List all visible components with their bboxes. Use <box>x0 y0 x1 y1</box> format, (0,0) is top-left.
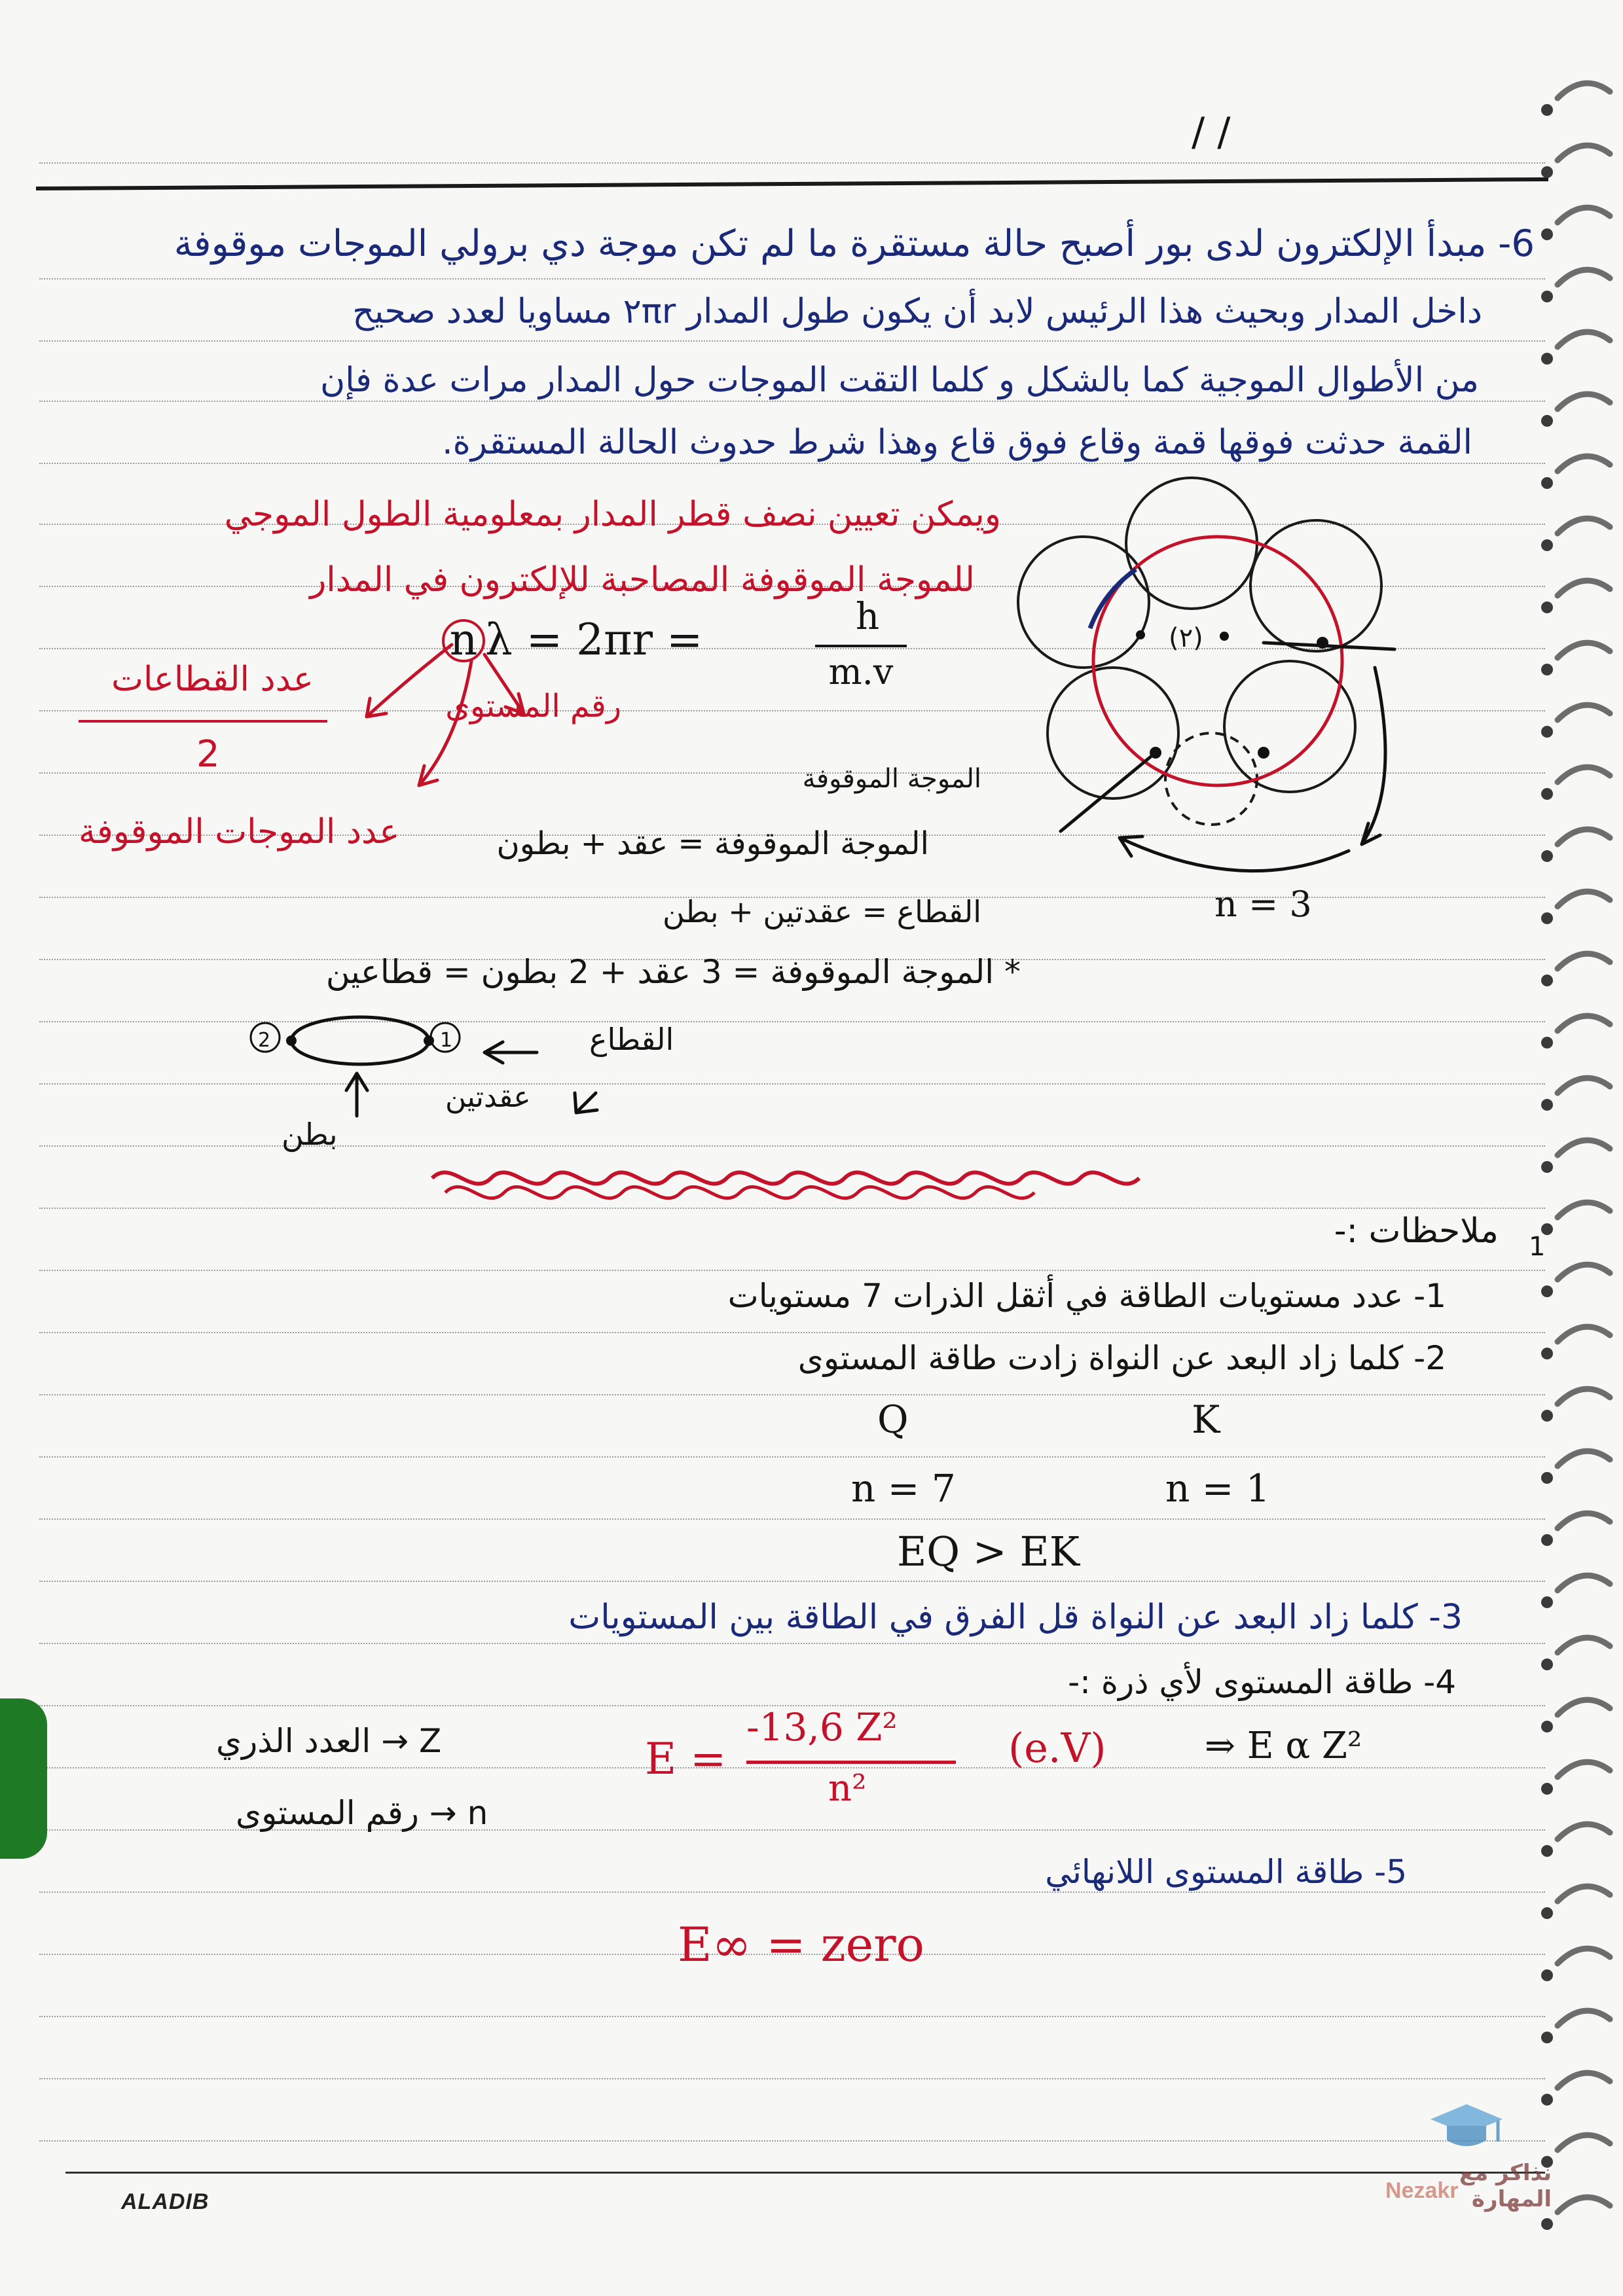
level-number-label: رقم المستوى <box>445 688 621 725</box>
graduation-cap-icon <box>1427 2101 1506 2160</box>
segment-loop <box>291 1017 429 1064</box>
note-item-4: 4- طاقة المستوى لأي ذرة :- <box>1068 1663 1456 1701</box>
energy-compare: EQ > EK <box>897 1528 1080 1575</box>
antinode-label: بطن <box>282 1117 338 1152</box>
wave-loop-bottom-right <box>1224 661 1355 792</box>
z-definition: Z → العدد الذري <box>216 1722 442 1760</box>
loops-denominator: 2 <box>196 733 220 776</box>
main-formula <box>442 615 703 665</box>
energy-unit: (e.V) <box>1008 1724 1106 1772</box>
watermark-english: Nezakr <box>1385 2178 1459 2203</box>
standing-waves-count-label: عدد الموجات الموقوفة <box>79 812 400 852</box>
note-item-3: 3- كلما زاد البعد عن النواة قل الفرق في الطاقة بين المستويات <box>568 1598 1463 1637</box>
paragraph-line-1: 6- مبدأ الإلكترون لدى بور أصبح حالة مستقرة ما لم تكن موجة دي برولي الموجات موقوفة <box>173 223 1535 265</box>
level-q-symbol: Q <box>877 1397 909 1442</box>
red-note-line-2: للموجة الموقوفة المصاحبة للإلكترون في المدار <box>310 560 975 600</box>
wave-loop-top <box>1126 478 1257 609</box>
formula-denominator: m.v <box>828 651 894 692</box>
level-q-n: n = 7 <box>851 1466 956 1511</box>
margin-number: 1 <box>1529 1232 1546 1262</box>
standing-wave-diagram <box>1008 471 1427 929</box>
two-nodes-label: عقدتين <box>445 1081 531 1114</box>
paragraph-line-3: من الأطوال الموجية كما بالشكل و كلما التقت الموجات حول المدار مرات عدة فإن <box>319 361 1479 400</box>
arrow-to-loops <box>367 645 452 717</box>
footer-rule <box>65 2172 1545 2174</box>
formula-fraction-bar <box>815 645 907 647</box>
notes-title: ملاحظات :- <box>1334 1211 1499 1251</box>
loops-count-label: عدد القطاعات <box>111 660 314 699</box>
wave-loop-bottom-left <box>1048 668 1178 798</box>
definition-star-line: * الموجة الموقوفة = 3 عقد + 2 بطون = قطاعين <box>325 953 1021 991</box>
watermark <box>1381 2101 1552 2212</box>
energy-denominator: n² <box>828 1767 867 1810</box>
formula-n-circled: n <box>442 619 485 662</box>
level-k-n: n = 1 <box>1165 1466 1270 1511</box>
formula-numerator: h <box>855 596 880 638</box>
n-definition: n → رقم المستوى <box>236 1794 488 1832</box>
diagram-title: الموجة الموقوفة <box>802 764 981 794</box>
notebook-brand: ALADIB <box>121 2189 210 2214</box>
segment-label: القطاع <box>589 1022 674 1057</box>
definition-segment: القطاع = عقدتين + بطن <box>663 894 981 929</box>
loops-fraction-bar <box>79 720 327 723</box>
diagram-n-label: n = 3 <box>1214 884 1312 925</box>
formula-body: λ = 2πr = <box>485 615 703 665</box>
note-item-5: 5- طاقة المستوى اللانهائي <box>1045 1853 1407 1891</box>
date-marks: / / <box>1192 109 1231 155</box>
energy-infinity: E∞ = zero <box>678 1917 924 1972</box>
wave-loop-top-left <box>1018 537 1149 668</box>
energy-fraction-bar <box>746 1761 956 1764</box>
paragraph-line-2: داخل المدار وبحيث هذا الرئيس لابد أن يكون طول المدار ٢πr مساويا لعدد صحيح <box>352 292 1482 331</box>
watermark-arabic: نذاكر مع المهارة <box>1459 2160 1552 2212</box>
node-1-label: 1 <box>440 1029 453 1052</box>
red-note-line-1: ويمكن تعيين نصف قطر المدار بمعلومية الطول الموجي <box>224 495 1001 534</box>
energy-formula-lhs: E = <box>645 1734 727 1784</box>
energy-proportionality: ⇒ E α Z² <box>1205 1725 1362 1767</box>
diagram-center-label: (٢) <box>1169 623 1203 653</box>
paragraph-line-4: القمة حدثت فوقها قمة وقاع فوق قاع وهذا شرط حدوث الحالة المستقرة. <box>442 423 1472 462</box>
level-k-symbol: K <box>1192 1397 1220 1442</box>
header-rule <box>36 177 1548 190</box>
wavy-divider <box>432 1172 1139 1183</box>
green-page-tab <box>0 1698 47 1859</box>
note-item-2: 2- كلما زاد البعد عن النواة زادت طاقة المستوى <box>797 1339 1446 1377</box>
spiral-binding <box>1531 0 1623 2296</box>
energy-numerator: -13,6 Z² <box>746 1705 898 1749</box>
definition-standing-wave: الموجة الموقوفة = عقد + بطون <box>496 825 929 862</box>
note-item-1: 1- عدد مستويات الطاقة في أثقل الذرات 7 مستويات <box>727 1277 1446 1315</box>
node-2-label: 2 <box>258 1029 271 1052</box>
